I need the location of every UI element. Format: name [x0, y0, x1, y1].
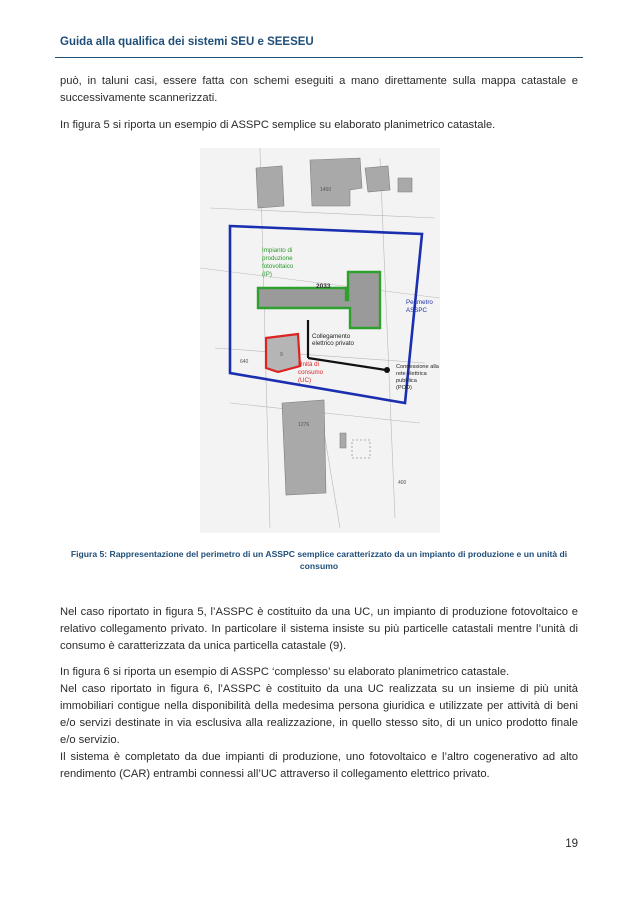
link-label-2: elettrico privato — [312, 340, 354, 347]
paragraph-2: In figura 5 si riporta un esempio di ASSPC semplice su elaborato planimetrico catastale. — [60, 119, 496, 131]
paragraph-5: Nel caso riportato in figura 6, l’ASSPC è costituito da una UC realizzata su un insieme di più unità immobiliari contigue nella disponibilità della medesima persona giuridica e utilizzate per attività di beni e/o servizi destinate in via esclusiva alla realizzazione, in quello stesso sito, di un unico prodotto finale e/o servizio. — [60, 683, 578, 746]
parcel-400: 400 — [398, 480, 407, 486]
ip-label-3: fotovoltaico — [262, 263, 294, 270]
ip-label-1: Impianto di — [262, 247, 293, 254]
figure-caption-line-2: consumo — [299, 561, 339, 571]
uc-label-3: (UC) — [298, 377, 312, 384]
uc-polygon — [266, 334, 300, 372]
connection-label-2: rete elettrica — [396, 371, 427, 377]
paragraph-6: Il sistema è completato da due impianti di produzione, uno fotovoltaico e l’altro cogenerativo ad alto rendimento (CAR) entrambi connessi all’UC attraverso il collegamento elettrico privato. — [60, 751, 578, 780]
parcel-1276: 1276 — [298, 422, 310, 428]
paragraph-4: In figura 6 si riporta un esempio di ASSPC ‘complesso’ su elaborato planimetrico catastale. — [60, 666, 510, 678]
figure-caption-line-1: Figura 5: Rappresentazione del perimetro di un ASSPC semplice caratterizzato da un impianto di produzione e un unità di — [70, 549, 568, 559]
page-number: 19 — [565, 838, 578, 850]
parcel-640: 640 — [240, 359, 249, 365]
ip-label-2: produzione — [262, 255, 293, 262]
uc-label-2: consumo — [298, 369, 324, 376]
connection-label-3: pubblica — [396, 378, 417, 384]
running-header: Guida alla qualifica dei sistemi SEU e SEESEU — [60, 36, 314, 48]
parcel-9: 9 — [280, 352, 283, 358]
paragraph-1: può, in taluni casi, essere fatta con schemi eseguiti a mano direttamente sulla mappa catastale e successivamente scannerizzati. — [60, 75, 578, 104]
header-rule — [55, 57, 583, 58]
parcel-2033: 2033 — [316, 283, 331, 290]
perimeter-label-2: ASSPC — [406, 307, 427, 314]
figure-caption — [60, 548, 578, 572]
paragraph-3: Nel caso riportato in figura 5, l’ASSPC è costituito da una UC, un impianto di produzione fotovoltaico e relativo collegamento privato. In particolare il sistema insiste su più particelle catastali mentre l’unità di consumo è caratterizzata da unica particella catastale (9). — [60, 606, 578, 652]
pod-point — [384, 367, 390, 373]
connection-label-1: Connessione alla — [396, 364, 439, 370]
uc-label-1: Unità di — [298, 361, 319, 368]
cadastral-map-figure — [200, 148, 440, 533]
ip-label-4: (IP) — [262, 271, 272, 278]
perimeter-label-1: Perimetro — [406, 299, 433, 306]
link-label-1: Collegamento — [312, 333, 351, 340]
parcel-1450: 1450 — [320, 187, 332, 193]
connection-label-4: (POD) — [396, 385, 412, 391]
